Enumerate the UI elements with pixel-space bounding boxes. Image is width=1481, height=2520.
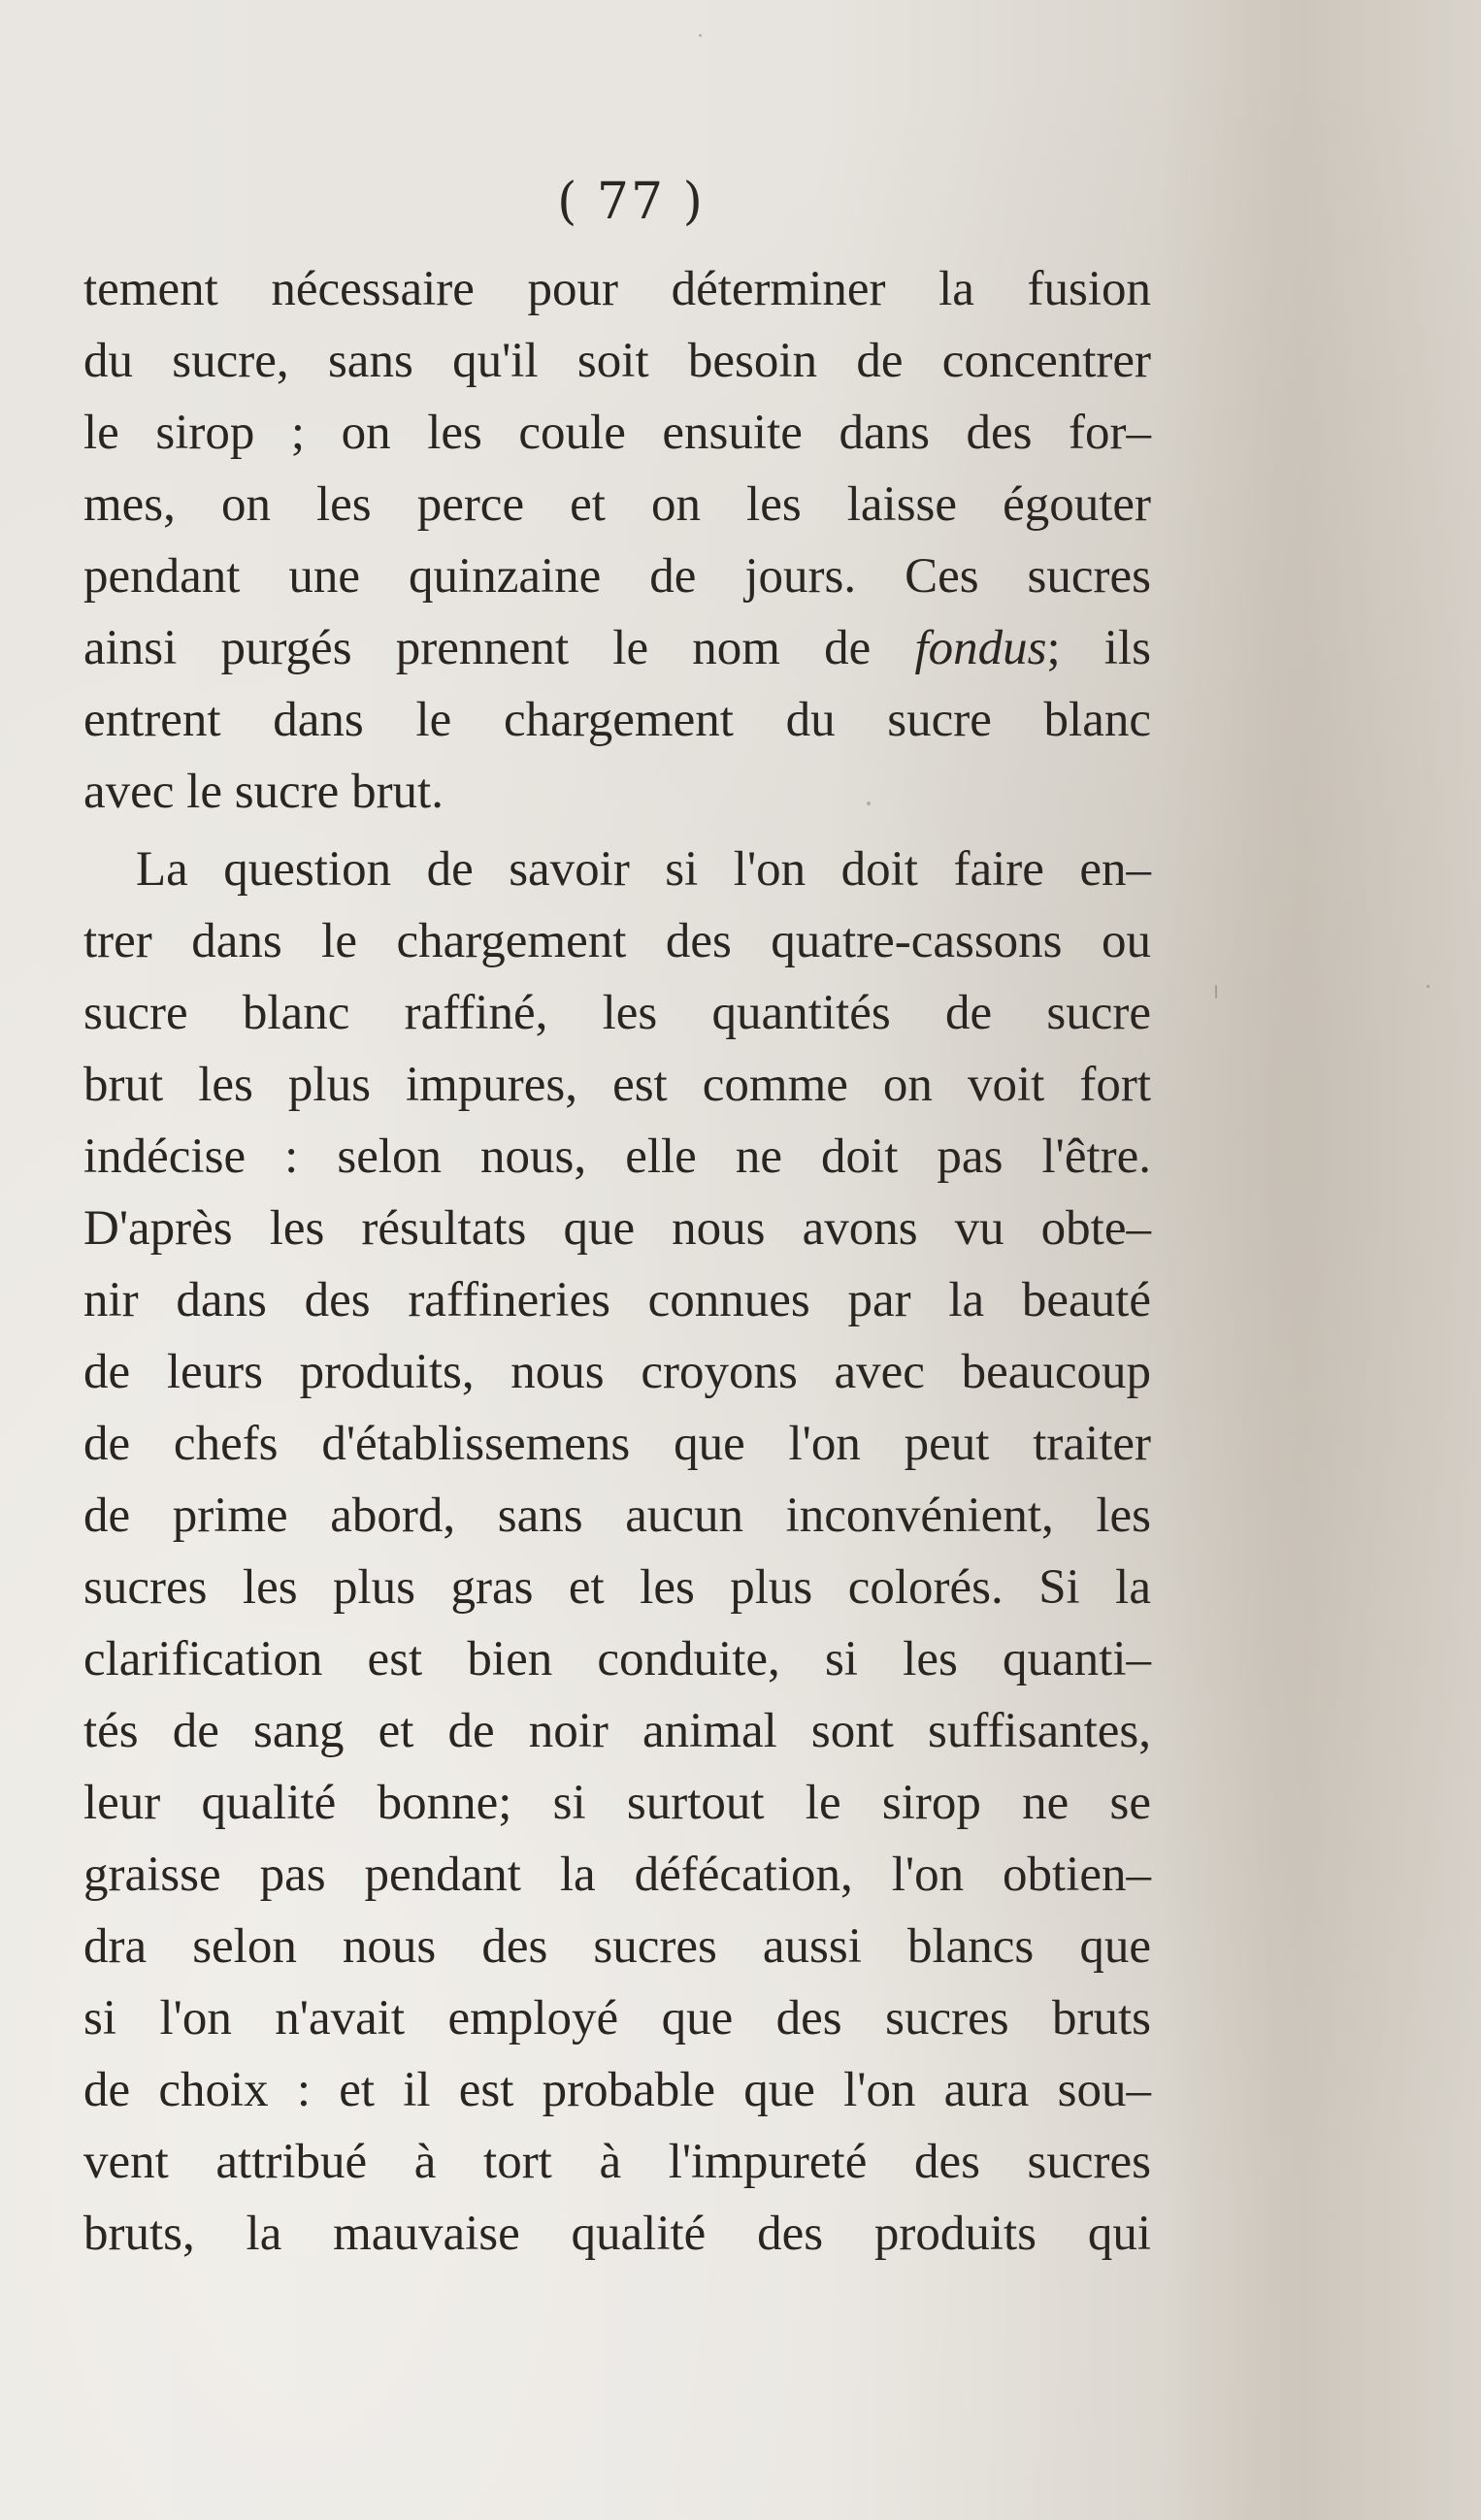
text-line: le sirop ; on les coule ensuite dans des for–: [83, 406, 1151, 460]
paper-speck: [699, 34, 702, 37]
text-line: brut les plus impures, est comme on voit fort: [83, 1058, 1151, 1112]
text-line: La question de savoir si l'on doit faire en–: [136, 842, 1151, 897]
text-line: du sucre, sans qu'il soit besoin de concentrer: [83, 334, 1151, 388]
text-line: D'après les résultats que nous avons vu obte–: [83, 1201, 1151, 1256]
text-line: graisse pas pendant la défécation, l'on obtien–: [83, 1848, 1151, 1902]
text-line: de chefs d'établissemens que l'on peut traiter: [83, 1417, 1151, 1471]
text-line: tement nécessaire pour déterminer la fusion: [83, 262, 1151, 316]
text-line: pendant une quinzaine de jours. Ces sucres: [83, 549, 1151, 604]
text-line: sucre blanc raffiné, les quantités de sucre: [83, 986, 1151, 1040]
text-line: sucres les plus gras et les plus colorés. Si la: [83, 1560, 1151, 1615]
text-line: bruts, la mauvaise qualité des produits qui: [83, 2207, 1151, 2261]
text-line: de prime abord, sans aucun inconvénient, les: [83, 1489, 1151, 1543]
text-line: entrent dans le chargement du sucre blanc: [83, 693, 1151, 747]
text-line: nir dans des raffineries connues par la beauté: [83, 1273, 1151, 1327]
text-line: si l'on n'avait employé que des sucres bruts: [83, 1991, 1151, 2045]
text-line: de choix : et il est probable que l'on aura sou–: [83, 2063, 1151, 2117]
paper-speck: [1215, 985, 1217, 998]
text-line: vent attribué à tort à l'impureté des sucres: [83, 2135, 1151, 2189]
text-line: trer dans le chargement des quatre-cassons ou: [83, 914, 1151, 968]
italic-term: fondus: [914, 621, 1047, 675]
paper-speck: [867, 802, 871, 805]
text-line: ainsi purgés prennent le nom de fondus; ils: [83, 621, 1151, 675]
text-line: indécise : selon nous, elle ne doit pas l'être.: [83, 1129, 1151, 1184]
text-line: leur qualité bonne; si surtout le sirop ne se: [83, 1776, 1151, 1830]
text-line: de leurs produits, nous croyons avec beaucoup: [83, 1345, 1151, 1399]
text-line: mes, on les perce et on les laisse égouter: [83, 477, 1151, 532]
text-line: dra selon nous des sucres aussi blancs que: [83, 1919, 1151, 1974]
text-line: clarification est bien conduite, si les quanti–: [83, 1632, 1151, 1686]
text-line: tés de sang et de noir animal sont suffisantes,: [83, 1704, 1151, 1758]
text-line: avec le sucre brut.: [83, 765, 444, 819]
paper-speck: [1427, 985, 1430, 988]
page-number: ( 77 ): [557, 173, 705, 231]
